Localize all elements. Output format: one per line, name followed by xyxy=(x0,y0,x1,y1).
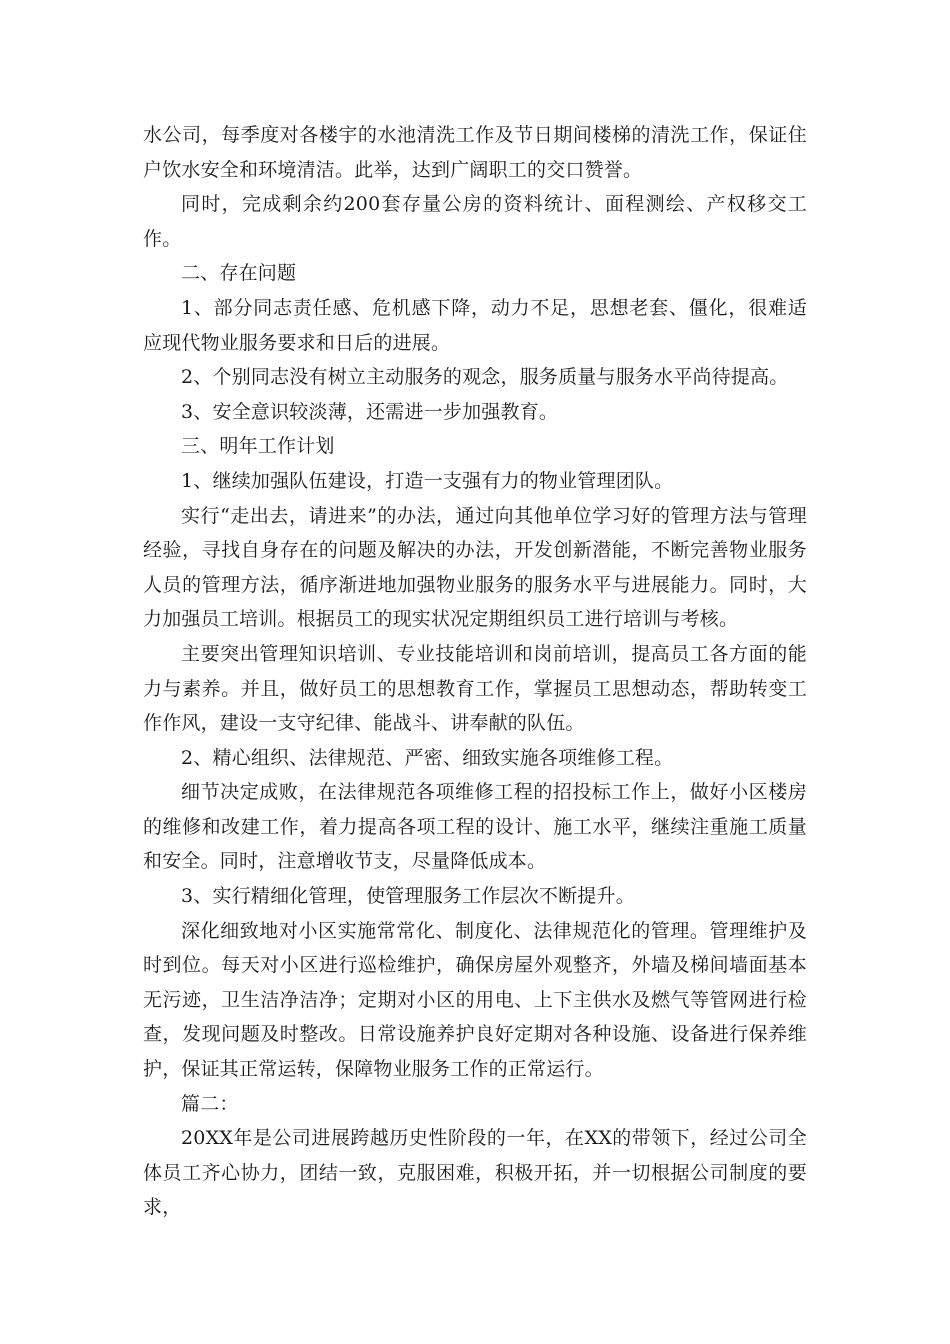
paragraph-plan-3: 3、实行精细化管理，使管理服务工作层次不断提升。 xyxy=(181,885,635,908)
paragraph-plan-2-detail: 细节决定成败，在法律规范各项维修工程的招投标工作上，做好小区楼房的维修和改建工作，着力提高各项工程的设计、施工水平，继续注重施工质量和安全。同时，注意增收节支，尽量降低成本。 xyxy=(143,781,807,873)
paragraph-part-two-intro: 20XX年是公司进展跨越历史性阶段的一年，在XX的带领下，经过公司全体员工齐心协力，团结一致，克服困难，积极开拓，并一切根据公司制度的要求， xyxy=(143,1127,807,1219)
paragraph-problem-2: 2、个别同志没有树立主动服务的观念，服务质量与服务水平尚待提高。 xyxy=(181,366,789,389)
paragraph-plan-1-detail-b: 主要突出管理知识培训、专业技能培训和岗前培训，提高员工各方面的能力与素养。并且，做好员工的思想教育工作，掌握员工思想动态，帮助转变工作作风，建设一支守纪律、能战斗、讲奉献的队伍。 xyxy=(143,642,807,735)
paragraph-continuation-cleaning: 水公司，每季度对各楼宇的水池清洗工作及节日期间楼梯的清洗工作，保证住户饮水安全和环境清洁。此举，达到广阔职工的交口赞誉。 xyxy=(143,124,807,181)
paragraph-plan-2: 2、精心组织、法律规范、严密、细致实施各项维修工程。 xyxy=(181,746,674,769)
paragraph-plan-3-detail: 深化细致地对小区实施常常化、制度化、法律规范化的管理。管理维护及时到位。每天对小区进行巡检维护，确保房屋外观整齐，外墙及梯间墙面基本无污迹，卫生洁净洁净；定期对小区的用电、上下主供水及燃气等管网进行检查，发现问题及时整改。日常设施养护良好定期对各种设施、设备进行保养维护，保证其正常运转，保障物业服务工作的正常运行。 xyxy=(143,919,807,1081)
heading-next-year-plan: 三、明年工作计划 xyxy=(181,435,335,458)
heading-existing-problems: 二、存在问题 xyxy=(181,262,297,285)
paragraph-housing-records: 同时，完成剩余约200套存量公房的资料统计、面程测绘、产权移交工作。 xyxy=(143,193,807,250)
heading-part-two: 篇二： xyxy=(181,1092,239,1115)
document-body xyxy=(143,118,807,1225)
paragraph-plan-1: 1、继续加强队伍建设，打造一支强有力的物业管理团队。 xyxy=(181,469,674,492)
paragraph-problem-3: 3、安全意识较淡薄，还需进一步加强教育。 xyxy=(181,400,559,423)
paragraph-problem-1: 1、部分同志责任感、危机感下降，动力不足，思想老套、僵化，很难适应现代物业服务要求和日后的进展。 xyxy=(143,296,807,354)
paragraph-plan-1-detail-a: 实行“走出去，请进来”的办法，通过向其他单位学习好的管理方法与管理经验，寻找自身存在的问题及解决的办法，开发创新潜能，不断完善物业服务人员的管理方法，循序渐进地加强物业服务的服务水平与进展能力。同时，大力加强员工培训。根据员工的现实状况定期组织员工进行培训与考核。 xyxy=(143,504,807,631)
